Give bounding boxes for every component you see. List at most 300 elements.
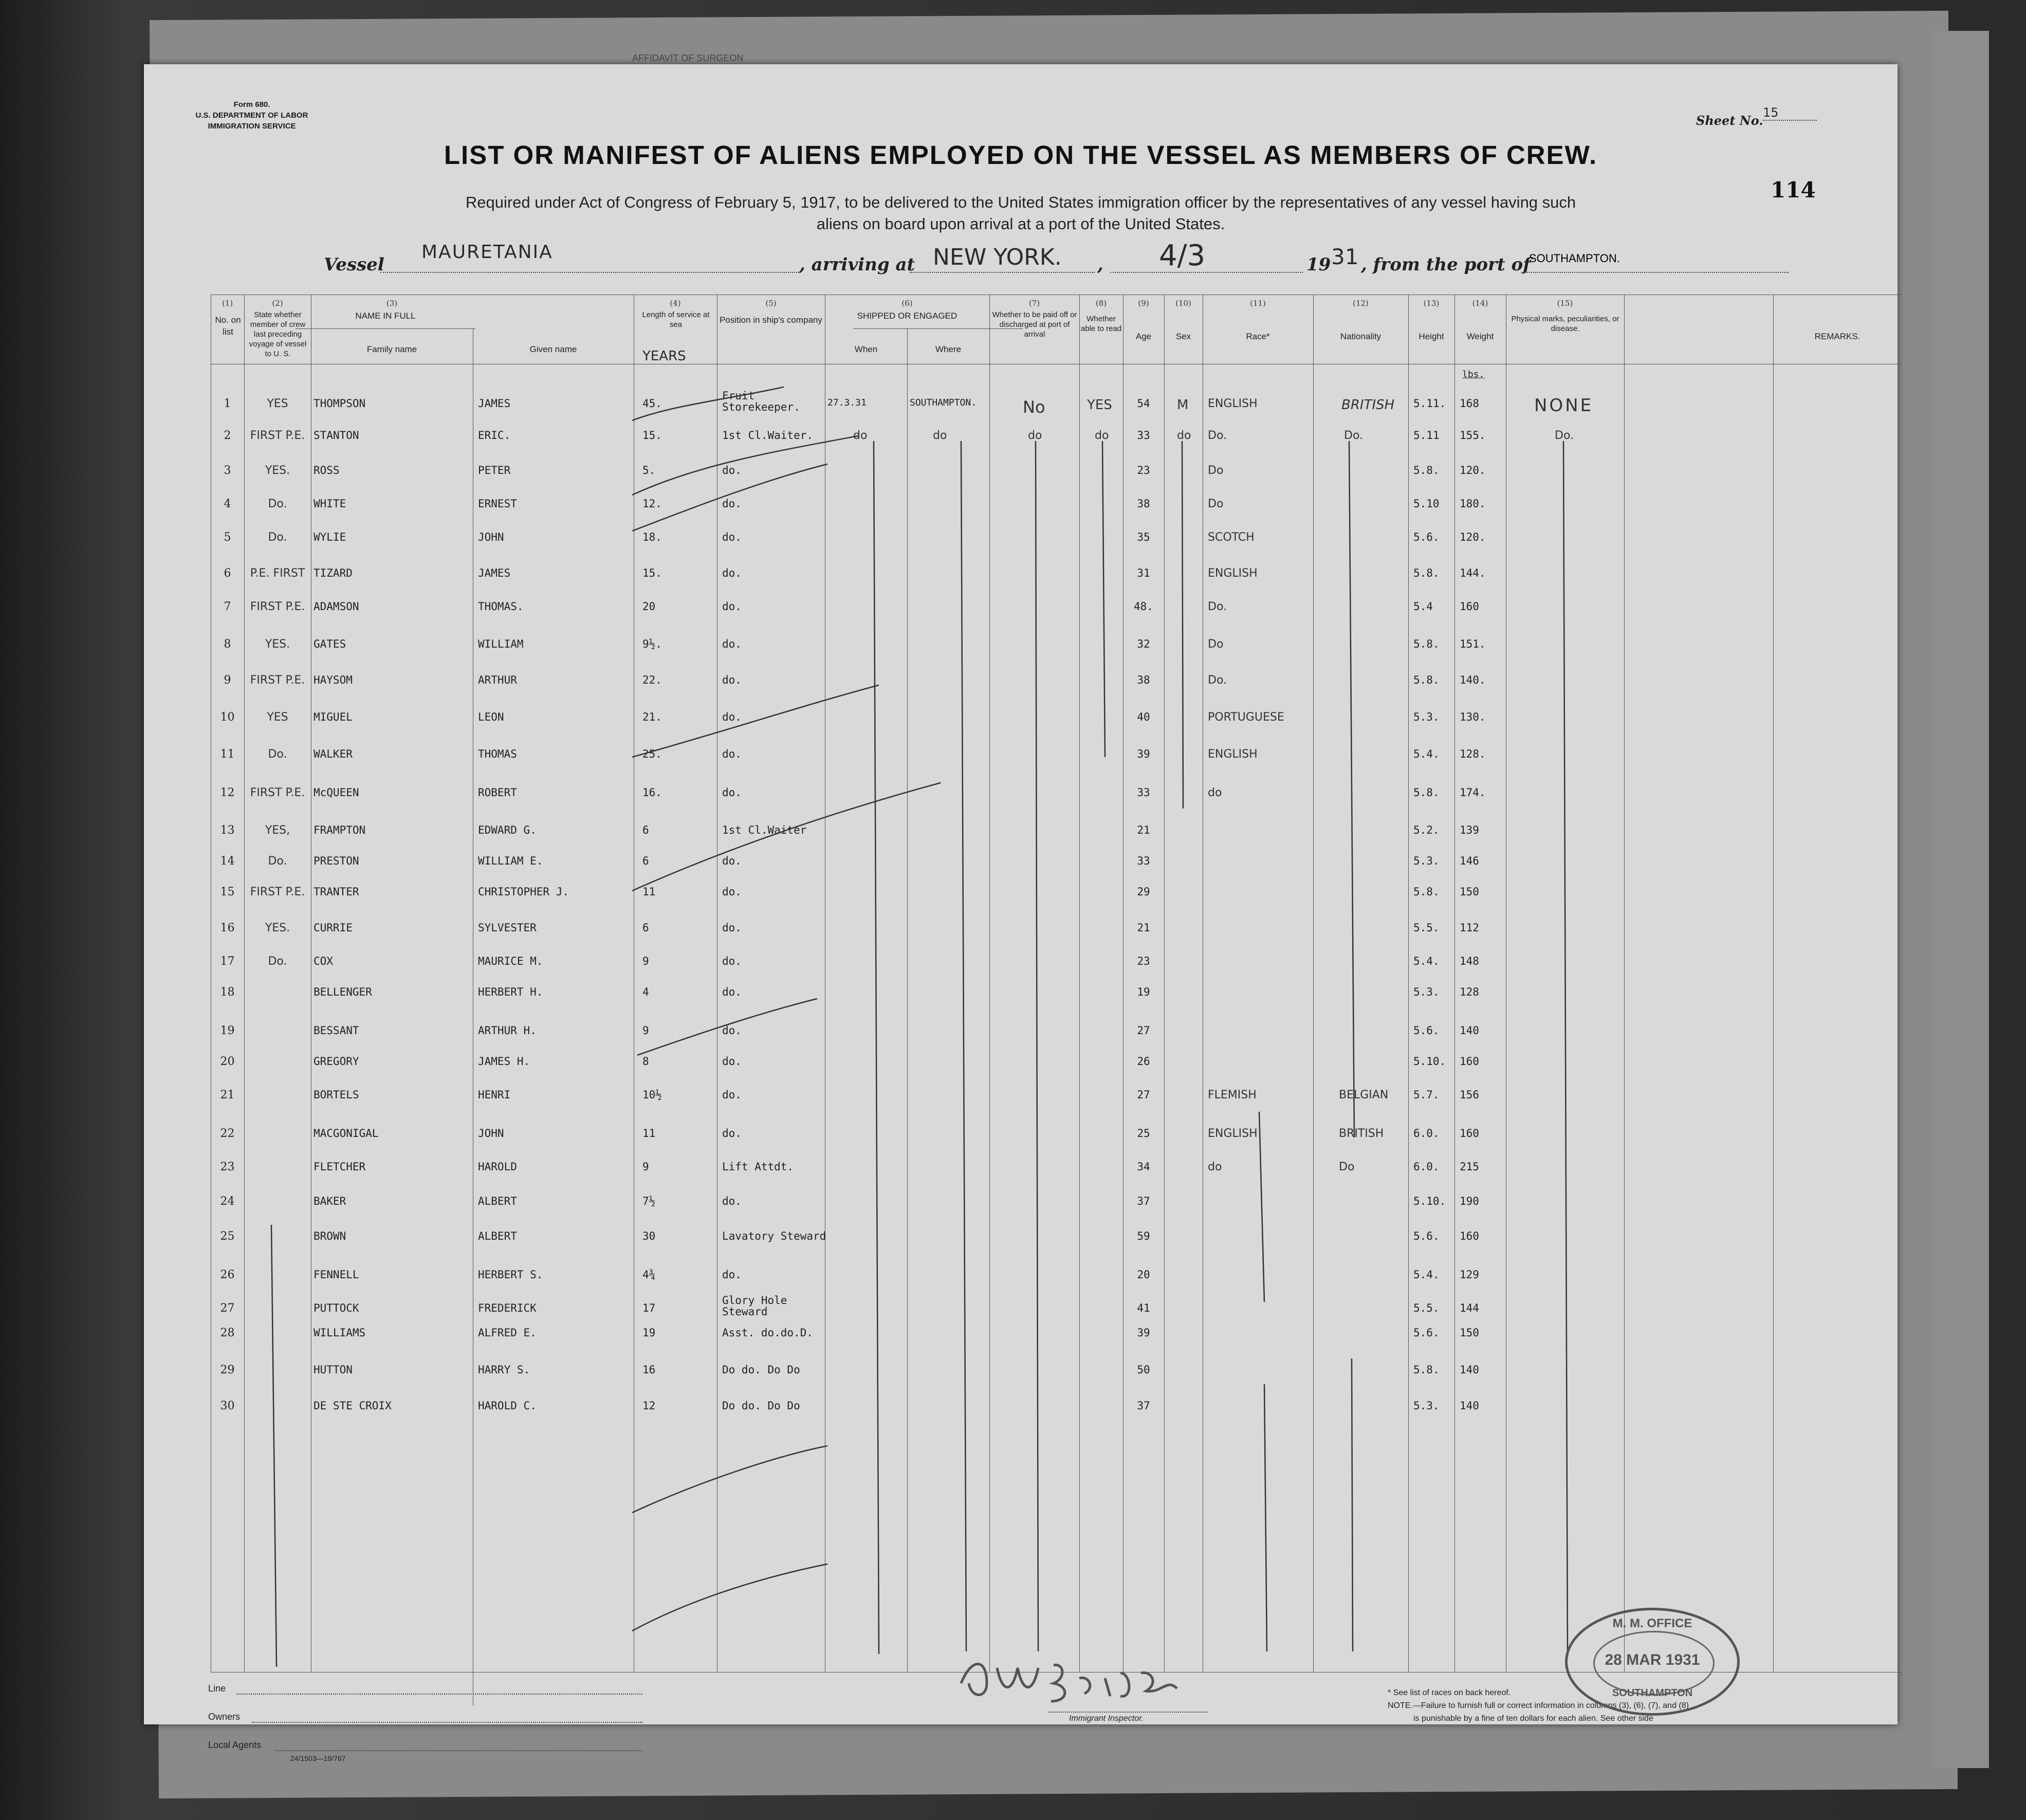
cell-no: 4 [224, 498, 231, 510]
cell-weight: 140 [1460, 1364, 1479, 1376]
cell-weight: 128 [1460, 986, 1479, 998]
cell-service: 25. [642, 748, 662, 760]
cell-weight: 120. [1460, 531, 1486, 543]
cell-height: 5.10. [1413, 1055, 1446, 1068]
cell-height: 5.6. [1413, 1230, 1440, 1242]
header-height: Height [1419, 332, 1444, 341]
cell-weight: 140. [1460, 674, 1486, 686]
stamp-top: M. M. OFFICE [1612, 1616, 1692, 1630]
year-prefix: 19 [1306, 254, 1331, 275]
cell-race: SCOTCH [1208, 531, 1255, 544]
cell-family: WYLIE [314, 531, 346, 543]
cell-height: 5.8. [1413, 464, 1440, 476]
cell-race: Do. [1208, 674, 1227, 687]
cell-race: ENGLISH [1208, 1127, 1258, 1140]
cell-position: do. [722, 1127, 742, 1139]
footer-owners-field [252, 1722, 642, 1723]
cell-given: LEON [478, 711, 504, 723]
form-code: 24/1503—19/767 [290, 1754, 346, 1762]
cell-prev: Do. [268, 748, 287, 761]
cell-weight: 174. [1460, 786, 1486, 799]
footer-line-label: Line [208, 1683, 226, 1694]
ditto-line-paid [1036, 441, 1038, 1651]
page-number: 114 [1771, 177, 1816, 203]
cell-height: 5.3. [1413, 711, 1440, 723]
form-number: Form 680. [233, 100, 270, 109]
cell-no: 26 [220, 1269, 235, 1281]
cell-prev: Do. [268, 955, 287, 968]
cell-given: ERNEST [478, 498, 517, 510]
cell-position: Fruit Storekeeper. [722, 390, 800, 413]
cell-family: PUTTOCK [314, 1302, 359, 1314]
col-number: (12) [1353, 299, 1369, 308]
cell-weight: 155. [1460, 429, 1486, 442]
cell-no: 27 [220, 1302, 235, 1315]
cell-service: 18. [642, 531, 662, 543]
cell-service: 4 [642, 986, 649, 998]
cell-height: 5.5. [1413, 922, 1440, 934]
cell-given: EDWARD G. [478, 824, 537, 836]
cell-position: Asst. do.do.D. [722, 1327, 814, 1339]
cell-service: 11 [642, 1127, 656, 1139]
cell-given: ALFRED E. [478, 1327, 537, 1339]
cell-given: THOMAS [478, 748, 517, 760]
cell-family: HAYSOM [314, 674, 353, 686]
cell-weight: 140 [1460, 1024, 1479, 1037]
cell-nationality: BELGIAN [1339, 1089, 1389, 1101]
weight-unit: lbs. [1462, 369, 1485, 380]
cell-age: 39 [1137, 1327, 1150, 1339]
physical-marks: NONE [1534, 395, 1594, 416]
header-name: NAME IN FULL [355, 311, 416, 321]
cell-age: 54 [1137, 397, 1150, 410]
cell-age: 33 [1137, 786, 1150, 799]
cell-height: 5.3. [1413, 1400, 1440, 1412]
ditto-line-nationality-1 [1349, 441, 1354, 1137]
cell-age: 33 [1137, 429, 1150, 442]
cell-no: 6 [224, 567, 231, 580]
cell-given: JAMES H. [478, 1055, 530, 1068]
cell-age: 37 [1137, 1195, 1150, 1207]
header-paid-off: Whether to be paid off or discharged at port of arrival [992, 310, 1077, 339]
sheet-label: Sheet No. [1696, 113, 1763, 128]
ditto-line-prev [271, 1225, 277, 1667]
cell-height: 5.3. [1413, 986, 1440, 998]
service-slash [632, 464, 827, 531]
header-sex: Sex [1175, 332, 1191, 341]
cell-service: 15. [642, 567, 662, 579]
col-number: (2) [272, 299, 283, 308]
ditto-line-race [1259, 1112, 1264, 1302]
cell-race: PORTUGUESE [1208, 711, 1284, 724]
header-no: No. on list [215, 315, 241, 337]
cell-prev: FIRST P.E. [250, 674, 305, 687]
cell-race: ENGLISH [1208, 397, 1258, 410]
cell-age: 38 [1137, 498, 1150, 510]
cell-weight: 146 [1460, 855, 1479, 867]
ditto-mark: Do. [1344, 429, 1364, 442]
cell-age: 48. [1134, 600, 1153, 613]
col-number: (11) [1250, 299, 1266, 308]
cell-race: do [1208, 786, 1222, 799]
cell-position: do. [722, 955, 742, 967]
col-number: (1) [222, 299, 233, 308]
department: U.S. DEPARTMENT OF LABOR [195, 111, 308, 120]
cell-family: CURRIE [314, 922, 353, 934]
cell-prev: P.E. FIRST [250, 567, 305, 580]
office-stamp [1565, 1608, 1740, 1716]
cell-given: ARTHUR [478, 674, 517, 686]
cell-prev: FIRST P.E. [250, 600, 305, 613]
cell-height: 5.2. [1413, 824, 1440, 836]
cell-family: ADAMSON [314, 600, 359, 613]
cell-given: CHRISTOPHER J. [478, 886, 569, 898]
cell-position: do. [722, 498, 742, 510]
cell-weight: 156 [1460, 1089, 1479, 1101]
cell-position: do. [722, 674, 742, 686]
date-line [1110, 272, 1303, 273]
stamp-date: 28 MAR 1931 [1605, 1651, 1700, 1668]
cell-family: COX [314, 955, 333, 967]
cell-no: 22 [220, 1127, 235, 1140]
races-note: * See list of races on back hereof. [1388, 1688, 1511, 1697]
cell-height: 5.3. [1413, 855, 1440, 867]
cell-no: 17 [220, 955, 235, 968]
cell-service: 15. [642, 429, 662, 442]
cell-weight: 180. [1460, 498, 1486, 510]
cell-height: 5.4. [1413, 748, 1440, 760]
col-number: (4) [670, 299, 681, 308]
cell-age: 29 [1137, 886, 1150, 898]
cell-weight: 160 [1460, 600, 1479, 613]
cell-given: ERIC. [478, 429, 511, 442]
cell-age: 23 [1137, 464, 1150, 476]
cell-position: Do do. Do Do [722, 1364, 800, 1376]
cell-family: GATES [314, 638, 346, 650]
shipped-when: 27.3.31 [827, 397, 867, 408]
cell-position: 1st Cl.Waiter [722, 824, 807, 836]
cell-given: WILLIAM [478, 638, 524, 650]
cell-weight: 160 [1460, 1230, 1479, 1242]
cell-prev: YES [267, 711, 288, 724]
cell-age: 31 [1137, 567, 1150, 579]
header-when: When [854, 344, 878, 354]
cell-no: 8 [224, 638, 231, 651]
cell-nationality: BRITISH [1339, 1127, 1384, 1140]
sheet-number: 15 [1763, 105, 1817, 121]
cell-age: 33 [1137, 855, 1150, 867]
col-number: (9) [1138, 299, 1149, 308]
cell-service: 6 [642, 855, 649, 867]
cell-age: 25 [1137, 1127, 1150, 1139]
cell-service: 30 [642, 1230, 656, 1242]
cell-position: Glory Hole Steward [722, 1294, 787, 1318]
cell-position: do. [722, 1269, 742, 1281]
cell-no: 20 [220, 1055, 235, 1068]
cell-given: ALBERT [478, 1195, 517, 1207]
subtitle-line-2: aliens on board upon arrival at a port of the United States. [816, 215, 1225, 233]
vessel-line [380, 272, 799, 273]
cell-given: ALBERT [478, 1230, 517, 1242]
cell-family: FENNELL [314, 1269, 359, 1281]
cell-position: do. [722, 1195, 742, 1207]
footer-note-2: is punishable by a fine of ten dollars for each alien. See other side [1413, 1714, 1653, 1723]
cell-age: 40 [1137, 711, 1150, 723]
cell-weight: 150 [1460, 886, 1479, 898]
cell-service: 5. [642, 464, 656, 476]
paid-off: No [1023, 397, 1045, 417]
cell-prev: YES, [265, 824, 290, 837]
ditto-line-marks [1563, 441, 1568, 1657]
signature-text [1018, 1704, 1023, 1709]
cell-height: 5.8. [1413, 567, 1440, 579]
cell-weight: 160 [1460, 1127, 1479, 1139]
cell-service: 20 [642, 600, 656, 613]
cell-age: 21 [1137, 922, 1150, 934]
cell-no: 25 [220, 1230, 235, 1243]
cell-age: 41 [1137, 1302, 1150, 1314]
cell-height: 6.0. [1413, 1127, 1440, 1139]
note-text-1: —Failure to furnish full or correct information in columns (3), (6), (7), and (8) [1412, 1701, 1689, 1710]
cell-service: 12. [642, 498, 662, 510]
arrival-date: 4/3 [1159, 239, 1206, 272]
cell-weight: 144. [1460, 567, 1486, 579]
crew-table [211, 295, 1907, 1667]
cell-given: JOHN [478, 1127, 504, 1139]
cell-given: THOMAS. [478, 600, 524, 613]
cell-height: 5.11 [1413, 429, 1440, 442]
cell-no: 9 [224, 674, 231, 687]
cell-weight: 128. [1460, 748, 1486, 760]
cell-family: HUTTON [314, 1364, 353, 1376]
from-label: , from the port of [1361, 254, 1531, 275]
manifest-sheet [144, 53, 1898, 1762]
cell-family: TIZARD [314, 567, 353, 579]
ditto-line-when [874, 441, 879, 1654]
cell-race: do [1208, 1161, 1222, 1173]
cell-family: BORTELS [314, 1089, 359, 1101]
cell-height: 5.10 [1413, 498, 1440, 510]
header-where: Where [935, 344, 962, 354]
cell-prev: YES. [265, 638, 290, 651]
cell-given: JAMES [478, 567, 511, 579]
cell-prev: FIRST P.E. [250, 429, 305, 442]
cell-given: HERBERT S. [478, 1269, 543, 1281]
cell-no: 18 [220, 986, 235, 999]
cell-height: 5.8. [1413, 674, 1440, 686]
cell-no: 1 [224, 397, 231, 410]
cell-height: 5.4. [1413, 955, 1440, 967]
service-slash [632, 387, 784, 420]
cell-height: 5.8. [1413, 786, 1440, 799]
cell-position: do. [722, 986, 742, 998]
cell-position: do. [722, 1055, 742, 1068]
header-race: Race* [1246, 332, 1270, 341]
col-number: (7) [1028, 299, 1040, 308]
cell-weight: 190 [1460, 1195, 1479, 1207]
comma: , [1097, 254, 1103, 275]
cell-service: 9 [642, 955, 649, 967]
cell-weight: 148 [1460, 955, 1479, 967]
col-number: (10) [1175, 299, 1191, 308]
cell-position: do. [722, 600, 742, 613]
cell-weight: 215 [1460, 1161, 1479, 1173]
shipped-where: SOUTHAMPTON. [910, 397, 977, 408]
manifest-title: LIST OR MANIFEST OF ALIENS EMPLOYED ON THE VESSEL AS MEMBERS OF CREW. [444, 140, 1598, 170]
cell-given: JOHN [478, 531, 504, 543]
cell-age: 26 [1137, 1055, 1150, 1068]
cell-service: 16 [642, 1364, 656, 1376]
cell-service: 22. [642, 674, 662, 686]
cell-race: ENGLISH [1208, 748, 1258, 761]
cell-race: Do. [1208, 600, 1227, 613]
ditto-line-read [1102, 441, 1105, 757]
from-port: SOUTHAMPTON. [1529, 252, 1620, 265]
able-to-read: YES [1087, 397, 1112, 413]
cell-service: 4¾ [642, 1269, 656, 1281]
service-slash [637, 999, 817, 1055]
cell-position: do. [722, 786, 742, 799]
header-given-name: Given name [529, 344, 577, 354]
cell-position: do. [722, 638, 742, 650]
cell-no: 12 [220, 786, 235, 799]
arriving-label: , arriving at [799, 254, 915, 275]
cell-age: 27 [1137, 1089, 1150, 1101]
service-slash [632, 1564, 827, 1631]
cell-weight: 168 [1460, 397, 1479, 410]
manifest-subtitle [314, 192, 1728, 235]
cell-race: FLEMISH [1208, 1089, 1257, 1101]
cell-prev: Do. [268, 531, 287, 544]
cell-family: DE STE CROIX [314, 1400, 392, 1412]
ditto-mark: Do. [1555, 429, 1574, 442]
cell-prev: YES. [265, 922, 290, 934]
cell-given: ROBERT [478, 786, 517, 799]
subtitle-line-1: Required under Act of Congress of February 5, 1917, to be delivered to the United States immigration officer by the representatives of any vessel having such [465, 193, 1576, 211]
cell-given: JAMES [478, 397, 511, 410]
header-family-name: Family name [366, 344, 417, 354]
service: IMMIGRATION SERVICE [208, 122, 296, 131]
cell-position: do. [722, 1024, 742, 1037]
ditto-line-race-2 [1264, 1384, 1267, 1651]
cell-position: Lavatory Steward [722, 1230, 826, 1242]
vessel-name: MAURETANIA [421, 242, 553, 263]
cell-given: SYLVESTER [478, 922, 537, 934]
cell-no: 24 [220, 1195, 235, 1208]
faded-header: AFFIDAVIT OF SURGEON [632, 53, 744, 63]
cell-weight: 160 [1460, 1055, 1479, 1068]
cell-service: 12 [642, 1400, 656, 1412]
cell-age: 37 [1137, 1400, 1150, 1412]
cell-service: 6 [642, 824, 649, 836]
footer-agents-field [275, 1750, 642, 1751]
cell-service: 45. [642, 397, 662, 410]
cell-service: 7½ [642, 1195, 656, 1207]
header-remarks: REMARKS. [1814, 332, 1861, 341]
cell-given: HENRI [478, 1089, 511, 1101]
cell-weight: 139 [1460, 824, 1479, 836]
cell-service: 17 [642, 1302, 656, 1314]
vessel-label: Vessel [324, 254, 384, 275]
cell-position: Lift Attdt. [722, 1161, 794, 1173]
ditto-mark: do [1177, 429, 1191, 442]
years-note: YEARS [642, 348, 686, 364]
header-shipped: SHIPPED OR ENGAGED [857, 311, 957, 321]
cell-position: do. [722, 922, 742, 934]
cell-no: 21 [220, 1089, 235, 1101]
cell-age: 32 [1137, 638, 1150, 650]
note-label: NOTE. [1388, 1701, 1413, 1710]
cell-no: 3 [224, 464, 231, 477]
cell-family: STANTON [314, 429, 359, 442]
cell-height: 5.6. [1413, 1327, 1440, 1339]
ditto-mark: do [853, 429, 868, 442]
cell-family: BESSANT [314, 1024, 359, 1037]
service-slash [632, 1446, 827, 1513]
cell-no: 29 [220, 1364, 235, 1376]
cell-age: 50 [1137, 1364, 1150, 1376]
inspector-label: Immigrant Inspector. [1069, 1714, 1144, 1723]
header-previous-voyage: State whether member of crew last preceding voyage of vessel to U. S. [249, 310, 307, 358]
cell-height: 5.4. [1413, 1269, 1440, 1281]
cell-prev: Do. [268, 855, 287, 868]
cell-service: 6 [642, 922, 649, 934]
arrival-port: NEW YORK. [933, 244, 1062, 270]
cell-race: Do. [1208, 429, 1227, 442]
service-slash [632, 783, 941, 891]
header-service: Length of service at sea [642, 310, 710, 329]
cell-family: BAKER [314, 1195, 346, 1207]
cell-given: WILLIAM E. [478, 855, 543, 867]
col-number: (6) [901, 299, 913, 308]
cell-family: MIGUEL [314, 711, 353, 723]
stamp-bottom: SOUTHAMPTON [1612, 1687, 1693, 1699]
cell-age: 39 [1137, 748, 1150, 760]
cell-service: 19 [642, 1327, 656, 1339]
cell-weight: 144 [1460, 1302, 1479, 1314]
cell-race: Do [1208, 638, 1224, 651]
cell-given: MAURICE M. [478, 955, 543, 967]
cell-family: TRANTER [314, 886, 359, 898]
cell-service: 9 [642, 1024, 649, 1037]
header-nationality: Nationality [1340, 332, 1382, 341]
cell-height: 5.8. [1413, 1364, 1440, 1376]
cell-race: ENGLISH [1208, 567, 1258, 580]
col-number: (15) [1557, 299, 1573, 308]
header-physical-marks: Physical marks, peculiarities, or disease. [1511, 315, 1619, 333]
cell-family: McQUEEN [314, 786, 359, 799]
cell-height: 5.8. [1413, 638, 1440, 650]
cell-no: 19 [220, 1024, 235, 1037]
cell-age: 34 [1137, 1161, 1150, 1173]
footer-line-field [236, 1694, 642, 1695]
cell-position: do. [722, 1089, 742, 1101]
cell-given: PETER [478, 464, 511, 476]
cell-no: 14 [220, 855, 235, 868]
header-read: Whether able to read [1080, 315, 1122, 333]
cell-height: 5.7. [1413, 1089, 1440, 1101]
cell-no: 16 [220, 922, 235, 934]
cell-position: do. [722, 886, 742, 898]
cell-given: FREDERICK [478, 1302, 537, 1314]
cell-position: do. [722, 711, 742, 723]
arrival-line [910, 272, 1095, 273]
cell-family: WALKER [314, 748, 353, 760]
cell-weight: 150 [1460, 1327, 1479, 1339]
cell-family: WHITE [314, 498, 346, 510]
cell-age: 59 [1137, 1230, 1150, 1242]
cell-age: 23 [1137, 955, 1150, 967]
